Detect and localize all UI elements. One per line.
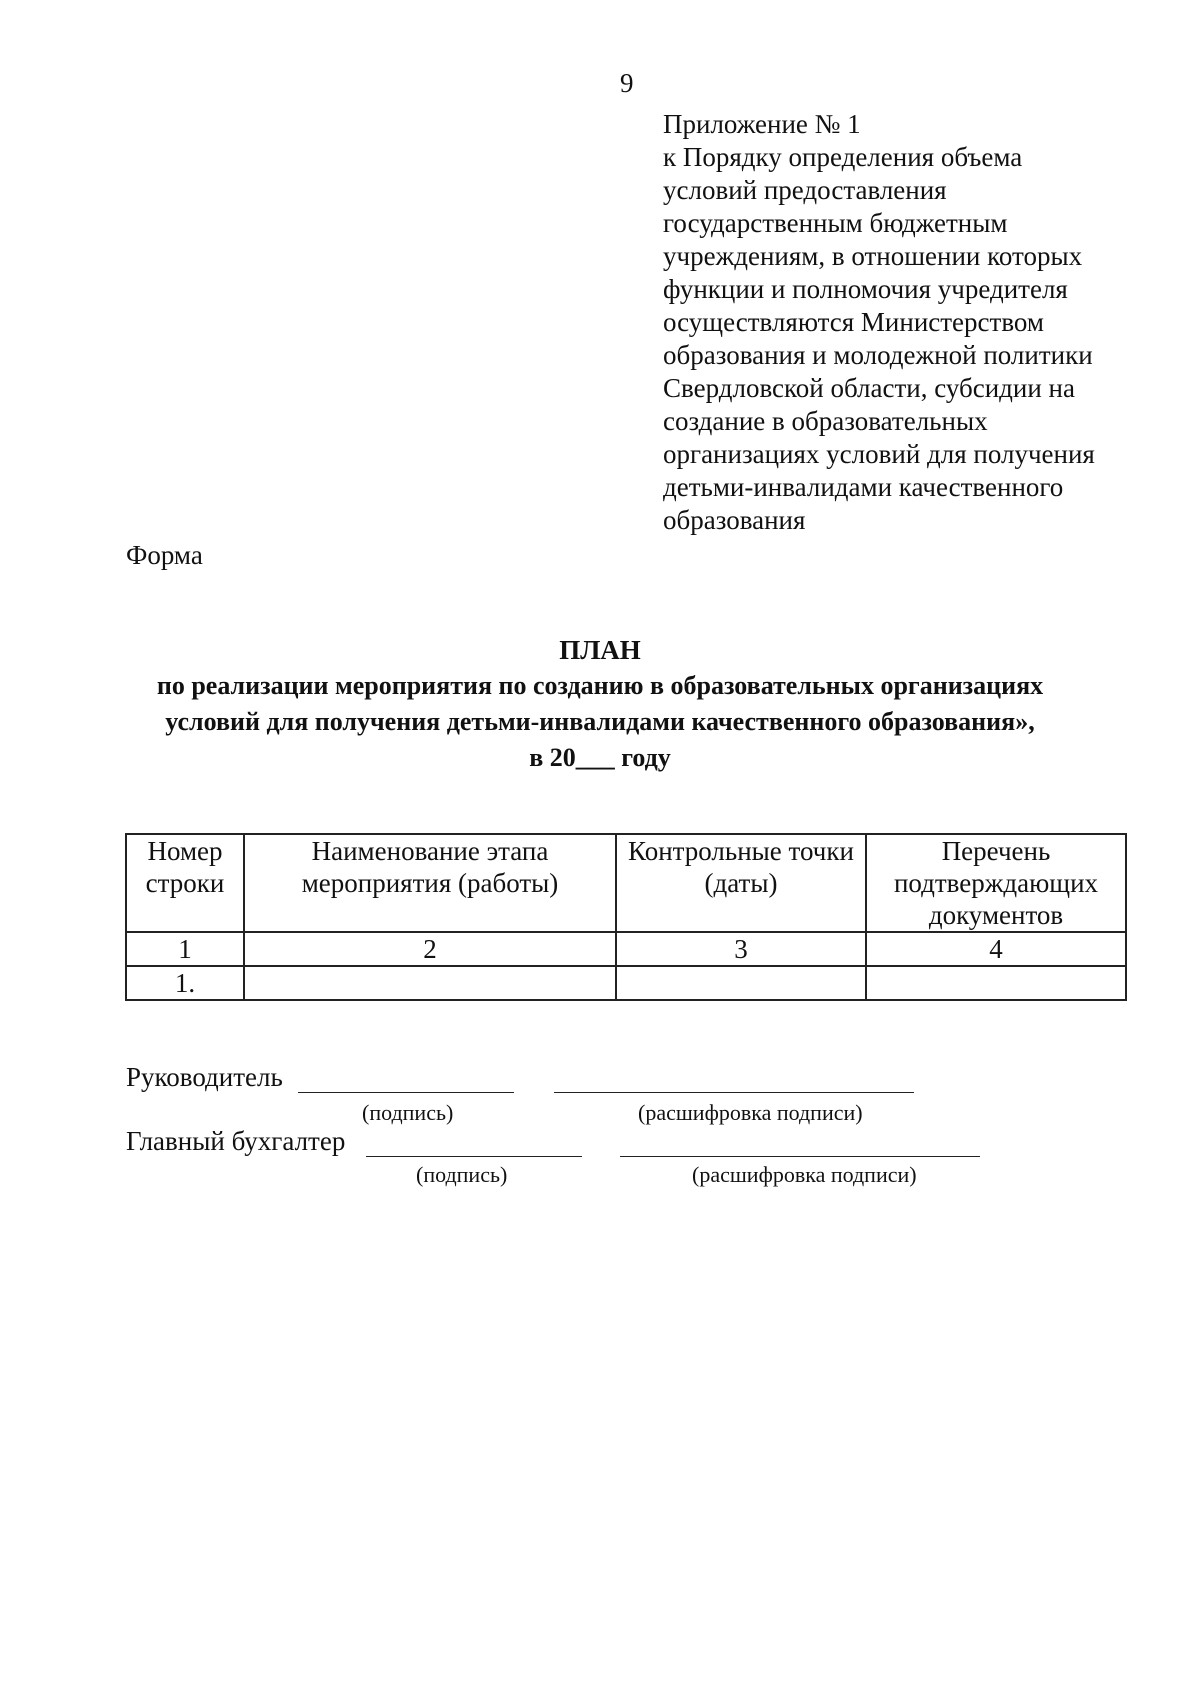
annex-line: Приложение № 1 xyxy=(663,109,861,139)
column-number: 2 xyxy=(244,932,616,966)
annex-line: государственным бюджетным xyxy=(663,208,1008,238)
annex-line: условий предоставления xyxy=(663,175,947,205)
annex-line: образования xyxy=(663,505,806,535)
accountant-decoding-caption: (расшифровка подписи) xyxy=(692,1162,917,1187)
plan-subtitle-line: условий для получения детьми-инвалидами качественного образования», xyxy=(165,707,1035,736)
head-signature-caption: (подпись) xyxy=(362,1100,454,1125)
plan-subtitle-line: по реализации мероприятия по созданию в образовательных организациях xyxy=(156,671,1044,700)
plan-title: ПЛАН xyxy=(559,635,641,665)
annex-line: к Порядку определения объема xyxy=(663,142,1023,172)
head-signature-line[interactable] xyxy=(298,1092,514,1093)
annex-line: Свердловской области, субсидии на xyxy=(663,373,1075,403)
annex-line: создание в образовательных xyxy=(663,406,988,436)
head-decoding-line[interactable] xyxy=(554,1092,914,1093)
header-stage-name: Наименование этапа мероприятия (работы) xyxy=(244,834,616,932)
header-row-number: Номер строки xyxy=(126,834,244,932)
header-control-points: Контрольные точки (даты) xyxy=(616,834,866,932)
annex-block xyxy=(663,108,1183,537)
annex-line: функции и полномочия учредителя xyxy=(663,274,1068,304)
column-number: 1 xyxy=(126,932,244,966)
column-number: 3 xyxy=(616,932,866,966)
table-column-numbers-row xyxy=(126,932,1126,966)
accountant-label: Главный бухгалтер xyxy=(126,1126,346,1156)
table-cell[interactable] xyxy=(244,966,616,1000)
accountant-decoding-line[interactable] xyxy=(620,1156,980,1157)
table-cell[interactable] xyxy=(866,966,1126,1000)
table-cell[interactable]: 1. xyxy=(126,966,244,1000)
table-cell[interactable] xyxy=(616,966,866,1000)
accountant-signature-line[interactable] xyxy=(366,1156,582,1157)
annex-line: образования и молодежной политики xyxy=(663,340,1093,370)
annex-line: осуществляются Министерством xyxy=(663,307,1044,337)
plan-subtitle-line: в 20___ году xyxy=(529,743,671,772)
accountant-signature-caption: (подпись) xyxy=(416,1162,508,1187)
annex-line: детьми-инвалидами качественного xyxy=(663,472,1064,502)
head-label: Руководитель xyxy=(126,1062,283,1092)
plan-subtitle xyxy=(80,668,1120,776)
table-header-row xyxy=(126,834,1126,932)
page-number: 9 xyxy=(620,68,634,98)
table-row xyxy=(126,966,1126,1000)
plan-table xyxy=(125,833,1127,1001)
column-number: 4 xyxy=(866,932,1126,966)
header-documents: Перечень подтверждающих документов xyxy=(866,834,1126,932)
form-label: Форма xyxy=(126,540,203,570)
annex-line: учреждениям, в отношении которых xyxy=(663,241,1083,271)
head-decoding-caption: (расшифровка подписи) xyxy=(638,1100,863,1125)
annex-line: организациях условий для получения xyxy=(663,439,1095,469)
